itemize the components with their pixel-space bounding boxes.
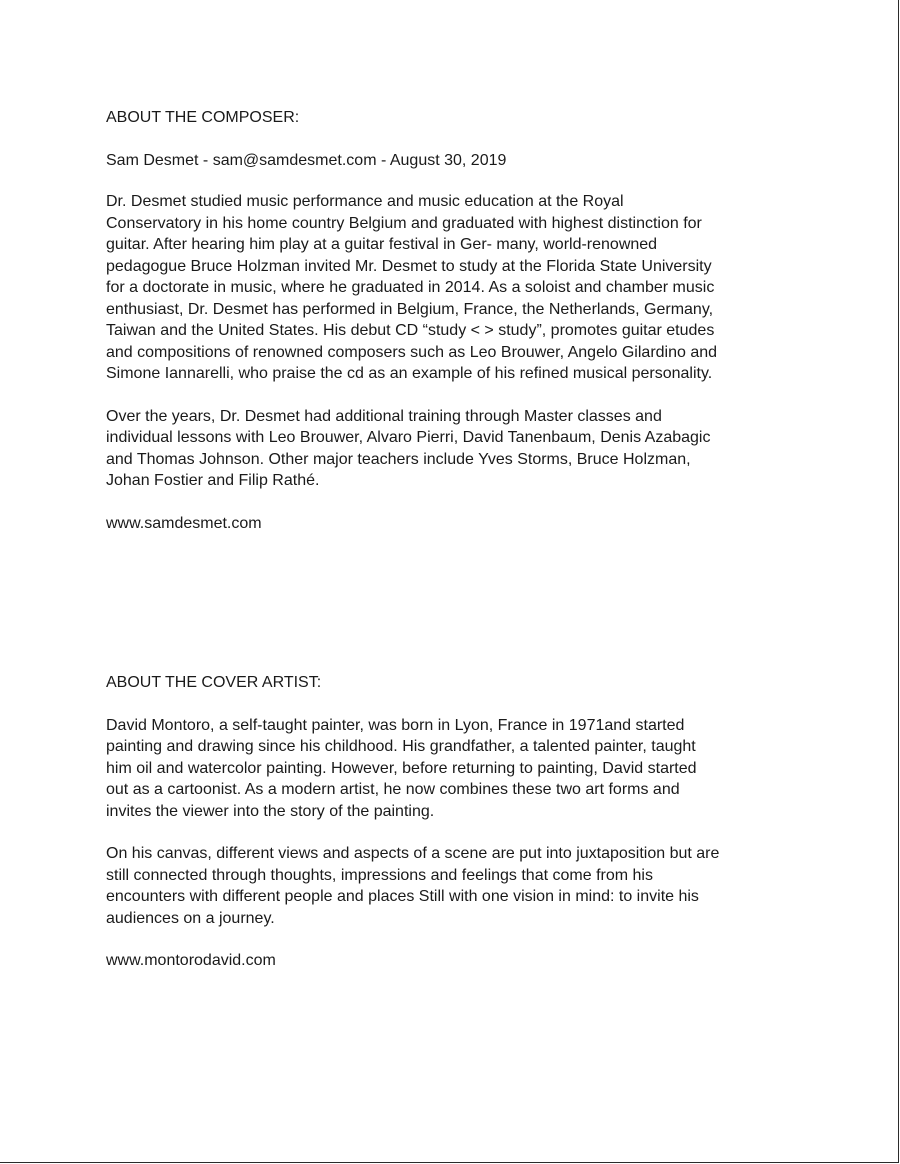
text-line: Over the years, Dr. Desmet had additional training through Master classes and	[106, 407, 662, 425]
text-line: still connected through thoughts, impressions and feelings that come from his	[106, 866, 653, 884]
composer-section	[106, 107, 806, 534]
text-line: encounters with different people and places Still with one vision in mind: to invite his	[106, 888, 699, 905]
text-line: On his canvas, different views and aspects of a scene are put into juxtaposition but are	[106, 845, 720, 862]
text-line: individual lessons with Leo Brouwer, Alvaro Pierri, David Tanenbaum, Denis Azabagic	[106, 429, 711, 446]
text-line: David Montoro, a self-taught painter, was born in Lyon, France in 1971and started	[106, 716, 685, 734]
artist-website: www.montorodavid.com	[106, 952, 276, 969]
artist-bio-paragraph-2	[106, 843, 806, 929]
composer-heading: ABOUT THE COMPOSER:	[106, 109, 300, 126]
artist-bio-paragraph-1	[106, 715, 806, 823]
text-line: enthusiast, Dr. Desmet has performed in Belgium, France, the Netherlands, Germany,	[106, 300, 714, 318]
text-line: and Thomas Johnson. Other major teachers include Yves Storms, Bruce Holzman,	[106, 450, 691, 468]
text-line: Dr. Desmet studied music performance and music education at the Royal	[106, 193, 624, 210]
text-line: pedagogue Bruce Holzman invited Mr. Desmet to study at the Florida State University	[106, 257, 712, 275]
text-line: him oil and watercolor painting. However, before returning to painting, David started	[106, 759, 697, 777]
text-line: invites the viewer into the story of the painting.	[106, 802, 435, 820]
composer-byline: Sam Desmet - sam@samdesmet.com - August 30, 2019	[106, 151, 507, 169]
artist-heading: ABOUT THE COVER ARTIST:	[106, 674, 322, 691]
composer-bio-paragraph-2	[106, 406, 806, 492]
text-line: Simone Iannarelli, who praise the cd as an example of his refined musical personality.	[106, 365, 713, 382]
text-line: out as a cartoonist. As a modern artist, he now combines these two art forms and	[106, 781, 680, 798]
composer-website: www.samdesmet.com	[106, 514, 262, 532]
text-line: and compositions of renowned composers such as Leo Brouwer, Angelo Gilardino and	[106, 343, 718, 361]
text-line: audiences on a journey.	[106, 909, 275, 927]
text-line: Johan Fostier and Filip Rathé.	[106, 472, 320, 489]
composer-bio-paragraph-1	[106, 191, 806, 385]
text-line: painting and drawing since his childhood. His grandfather, a talented painter, taught	[106, 738, 696, 755]
text-line: guitar. After hearing him play at a guitar festival in Ger- many, world-renowned	[106, 236, 658, 253]
text-line: Conservatory in his home country Belgium and graduated with highest distinction for	[106, 214, 702, 232]
text-line: for a doctorate in music, where he graduated in 2014. As a soloist and chamber music	[106, 279, 715, 296]
text-line: Taiwan and the United States. His debut CD “study < > study”, promotes guitar etudes	[106, 322, 715, 339]
artist-section	[106, 672, 806, 972]
